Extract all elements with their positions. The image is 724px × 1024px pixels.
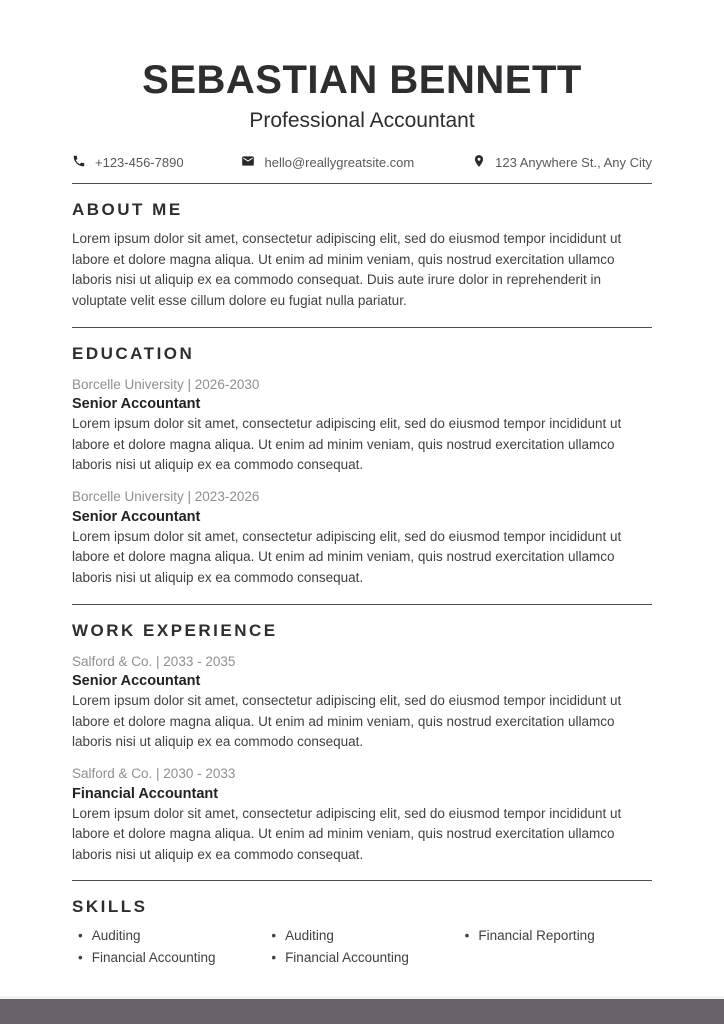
contact-email-text: hello@reallygreatsite.com: [264, 155, 415, 170]
education-entry-description: Lorem ipsum dolor sit amet, consectetur adipiscing elit, sed do eiusmod tempor incididunt ut labore et dolore magna aliqua. Ut enim ad minim veniam, quis nostrud exercitation ullamco laboris nisi ut aliquip ex ea commodo consequat.: [72, 528, 622, 585]
email-icon: [241, 154, 255, 171]
work-entry-meta: Salford & Co. | 2030 - 2033: [72, 765, 236, 781]
education-entry-meta: Borcelle University | 2023-2026: [72, 489, 260, 505]
education-entry: [72, 376, 652, 476]
education-entry-description: Lorem ipsum dolor sit amet, consectetur adipiscing elit, sed do eiusmod tempor incididunt ut labore et dolore magna aliqua. Ut enim ad minim veniam, quis nostrud exercitation ullamco laboris nisi ut aliquip ex ea commodo consequat.: [72, 416, 622, 473]
footer-bar: [0, 999, 724, 1024]
skills-list: [72, 928, 652, 965]
education-entry-title: Senior Accountant: [72, 508, 201, 525]
contact-address-text: 123 Anywhere St., Any City: [495, 155, 652, 170]
person-name: SEBASTIAN BENNETT: [142, 58, 582, 102]
contact-phone-text: +123-456-7890: [95, 155, 184, 170]
education-entry-meta: Borcelle University | 2026-2030: [72, 376, 260, 392]
section-skills: [72, 897, 652, 965]
skill-item: • Financial Accounting: [265, 950, 458, 965]
contact-address: [472, 154, 652, 171]
work-entry: [72, 765, 652, 865]
section-about-me: [72, 200, 652, 328]
skill-item: • Financial Reporting: [459, 928, 652, 943]
work-entry-description: Lorem ipsum dolor sit amet, consectetur adipiscing elit, sed do eiusmod tempor incididunt ut labore et dolore magna aliqua. Ut enim ad minim veniam, quis nostrud exercitation ullamco laboris nisi ut aliquip ex ea commodo consequat.: [72, 805, 622, 862]
location-pin-icon: [472, 154, 486, 171]
work-entry-title: Senior Accountant: [72, 673, 201, 690]
education-entry-title: Senior Accountant: [72, 396, 201, 413]
about-me-text: Lorem ipsum dolor sit amet, consectetur adipiscing elit, sed do eiusmod tempor incididunt ut labore et dolore magna aliqua. Ut enim ad minim veniam, quis nostrud exercitation ullamco laboris nisi ut aliquip ex ea commodo consequat. Duis aute irure dolor in reprehenderit in voluptate velit esse cillum dolore eu fugiat nulla pariatur.: [72, 231, 622, 308]
contact-email: [241, 154, 414, 171]
skill-item: • Financial Accounting: [72, 950, 265, 965]
header: [72, 60, 652, 184]
work-entry: [72, 653, 652, 753]
section-education: [72, 344, 652, 605]
contact-row: [72, 154, 652, 184]
education-entry: [72, 488, 652, 588]
work-entry-description: Lorem ipsum dolor sit amet, consectetur adipiscing elit, sed do eiusmod tempor incididunt ut labore et dolore magna aliqua. Ut enim ad minim veniam, quis nostrud exercitation ullamco laboris nisi ut aliquip ex ea commodo consequat.: [72, 693, 622, 750]
work-entry-title: Financial Accountant: [72, 785, 219, 802]
phone-icon: [72, 154, 86, 171]
about-me-heading: ABOUT ME: [72, 200, 183, 219]
person-job-title: Professional Accountant: [249, 109, 475, 132]
work-experience-heading: WORK EXPERIENCE: [72, 620, 278, 640]
contact-phone: [72, 154, 184, 171]
skill-item: • Auditing: [265, 928, 458, 943]
skill-item: • Auditing: [72, 928, 265, 943]
education-heading: EDUCATION: [72, 343, 195, 363]
work-entry-meta: Salford & Co. | 2033 - 2035: [72, 653, 236, 669]
section-work-experience: [72, 621, 652, 882]
skills-heading: SKILLS: [72, 897, 148, 917]
